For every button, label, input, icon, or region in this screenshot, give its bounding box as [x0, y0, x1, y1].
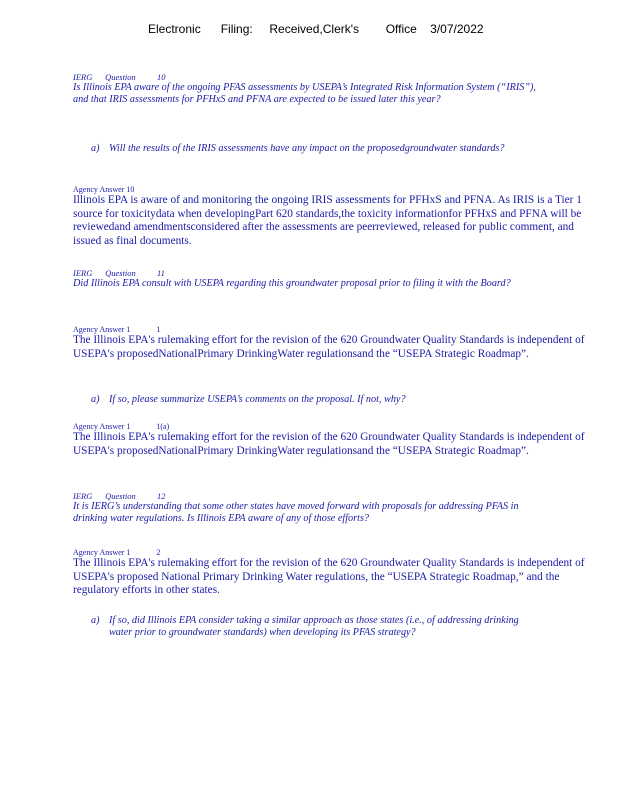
subquestion-marker: a) — [91, 394, 100, 405]
answer-12 — [73, 548, 585, 598]
question-12 — [73, 491, 553, 525]
question-label: IERG Question 11 — [73, 268, 165, 278]
answer-label: Agency Answer 10 — [73, 185, 135, 194]
subquestion-text: If so, please summarize USEPA’s comments on the proposal. If not, why? — [109, 394, 406, 405]
question-10-subquestion-a — [91, 143, 541, 155]
subquestion-text: Will the results of the IRIS assessments have any impact on the proposedgroundwater standards? — [109, 143, 505, 154]
question-text: Did Illinois EPA consult with USEPA regarding this groundwater proposal prior to filing it with the Board? — [73, 278, 511, 289]
answer-10 — [73, 185, 582, 248]
answer-text: The Illinois EPA's rulemaking effort for the revision of the 620 Groundwater Quality Standards is independent of USEPA's proposed National Primary Drinking Water regulations, the “USEPA Strategic Roadmap,” and the regulatory efforts in other states. — [73, 557, 585, 597]
answer-text: Illinois EPA is aware of and monitoring the ongoing IRIS assessments for PFHxS and PFNA. As IRIS is a Tier 1 source for toxicitydata when developingPart 620 standards,the toxicity informationfor PFHxS and PFNA will be reviewedand amendmentsconsidered after the assessments are peerreviewed, released for public comment, and issued as final documents. — [73, 194, 582, 247]
filing-stamp: Electronic Filing: Received,Clerk's Office 3/07/2022 — [148, 22, 484, 36]
subquestion-text: If so, did Illinois EPA consider taking a similar approach as those states (i.e., of addressing drinking water prior to groundwater standards) when developing its PFAS strategy? — [109, 615, 519, 639]
subquestion-marker: a) — [91, 615, 100, 626]
question-text: It is IERG’s understanding that some other states have moved forward with proposals for addressing PFAS in drinking water regulations. Is Illinois EPA aware of any of those efforts? — [73, 501, 519, 525]
answer-text: The Illinois EPA's rulemaking effort for the revision of the 620 Groundwater Quality Standards is independent of USEPA's proposedNationalPrimary DrinkingWater regulationsand the “USEPA Strategic Roadmap”. — [73, 431, 585, 457]
answer-11a — [73, 422, 585, 458]
answer-label: Agency Answer 1 1 — [73, 325, 161, 334]
answer-label: Agency Answer 1 1(a) — [73, 422, 170, 431]
answer-label: Agency Answer 1 2 — [73, 548, 161, 557]
answer-text: The Illinois EPA's rulemaking effort for the revision of the 620 Groundwater Quality Standards is independent of USEPA's proposedNationalPrimary DrinkingWater regulationsand the “USEPA Strategic Roadmap”. — [73, 334, 585, 360]
subquestion-marker: a) — [91, 143, 100, 154]
question-11 — [73, 268, 553, 290]
question-text: Is Illinois EPA aware of the ongoing PFAS assessments by USEPA’s Integrated Risk Information System (“IRIS”), and that IRIS assessments for PFHxS and PFNA are expected to be issued later this year? — [73, 82, 536, 106]
question-label: IERG Question 10 — [73, 72, 166, 82]
question-11-subquestion-a — [91, 394, 541, 406]
question-10 — [73, 72, 553, 106]
answer-11 — [73, 325, 585, 361]
question-label: IERG Question 12 — [73, 491, 166, 501]
question-12-subquestion-a — [91, 615, 541, 639]
